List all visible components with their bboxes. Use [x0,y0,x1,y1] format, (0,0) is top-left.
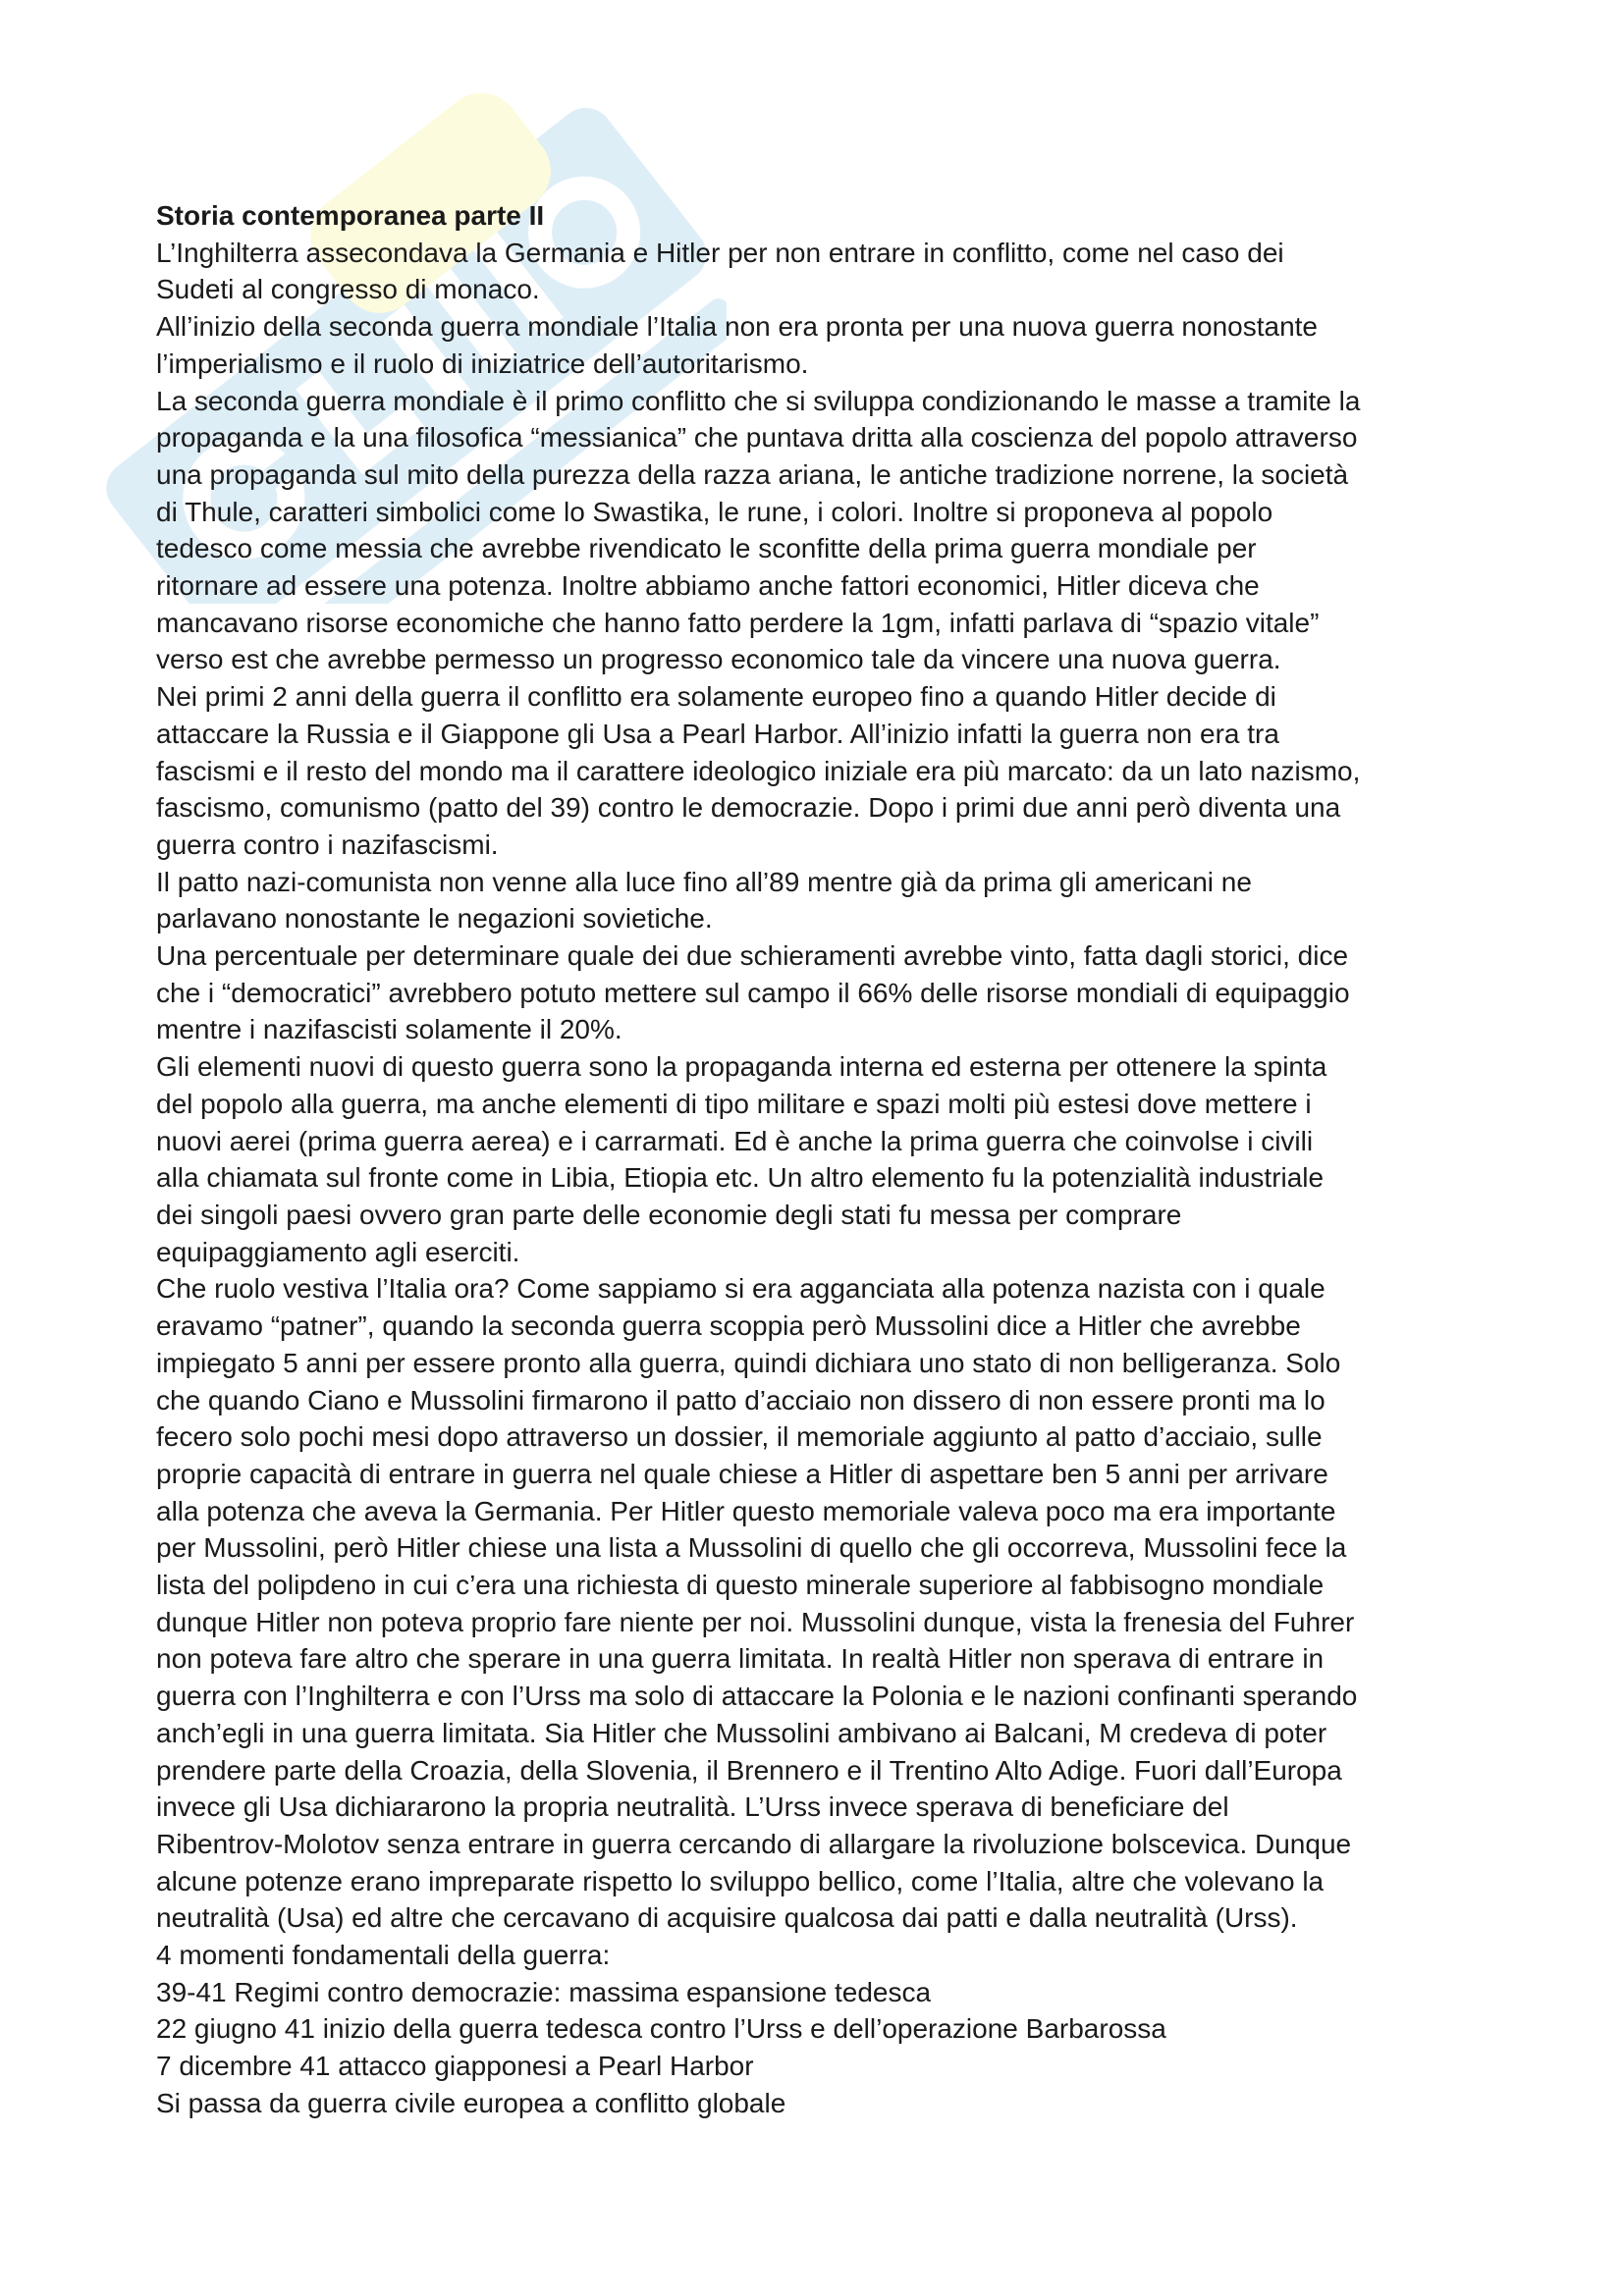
text-line: fascismo, comunismo (patto del 39) contro le democrazie. Dopo i primi due anni però diventa una [156,792,1341,824]
text-line: equipaggiamento agli eserciti. [156,1236,520,1267]
text-line: guerra con l’Inghilterra e con l’Urss ma solo di attaccare la Polonia e le nazioni confinanti sperando [156,1681,1358,1712]
text-line: Sudeti al congresso di monaco. [156,274,540,305]
text-line: lista del polipdeno in cui c’era una richiesta di questo minerale superiore al fabbisogno mondiale [156,1570,1325,1601]
text-line: alla potenza che aveva la Germania. Per Hitler questo memoriale valeva poco ma era importante [156,1495,1336,1526]
text-line: invece gli Usa dichiararono la propria neutralità. L’Urss invece sperava di beneficiare del [156,1791,1229,1823]
text-line: eravamo “patner”, quando la seconda guerra scoppia però Mussolini dice a Hitler che avrebbe [156,1310,1301,1342]
text-line: Che ruolo vestiva l’Italia ora? Come sappiamo si era agganciata alla potenza nazista con i quale [156,1273,1325,1305]
text-line: ritornare ad essere una potenza. Inoltre abbiamo anche fattori economici, Hitler diceva che [156,570,1260,602]
text-line: dunque Hitler non poteva proprio fare niente per noi. Mussolini dunque, vista la frenesia del Fuhrer [156,1606,1355,1637]
document-title: Storia contemporanea parte II [156,200,545,231]
text-line: 39-41 Regimi contro democrazie: massima espansione tedesca [156,1976,932,2007]
text-line: tedesco come messia che avrebbe rivendicato le sconfitte della prima guerra mondiale per [156,533,1257,564]
text-line: mancavano risorse economiche che hanno fatto perdere la 1gm, infatti parlava di “spazio vitale” [156,607,1320,638]
text-line: mentre i nazifascisti solamente il 20%. [156,1014,622,1045]
text-line: Ribentrov-Molotov senza entrare in guerra cercando di allargare la rivoluzione bolscevica. Dunque [156,1828,1352,1859]
text-line: guerra contro i nazifascismi. [156,828,499,860]
text-line: alla chiamata sul fronte come in Libia, Etiopia etc. Un altro elemento fu la potenzialità industriale [156,1162,1325,1194]
text-line: prendere parte della Croazia, della Slovenia, il Brennero e il Trentino Alto Adige. Fuori dall’Europa [156,1754,1342,1786]
text-line: alcune potenze erano impreparate rispetto lo sviluppo bellico, come l’Italia, altre che volevano la [156,1865,1325,1896]
text-line: proprie capacità di entrare in guerra nel quale chiese a Hitler di aspettare ben 5 anni per arrivare [156,1458,1328,1489]
text-line: L’Inghilterra assecondava la Germania e Hitler per non entrare in conflitto, come nel caso dei [156,237,1284,268]
text-line: l’imperialismo e il ruolo di iniziatrice dell’autoritarismo. [156,347,809,379]
text-line: fecero solo pochi mesi dopo attraverso un dossier, il memoriale aggiunto al patto d’acciaio, sulle [156,1421,1323,1453]
text-line: parlavano nonostante le negazioni sovietiche. [156,903,713,934]
document-body [156,197,1531,2122]
text-line: dei singoli paesi ovvero gran parte delle economie degli stati fu messa per comprare [156,1199,1182,1230]
text-line: verso est che avrebbe permesso un progresso economico tale da vincere una nuova guerra. [156,644,1281,675]
text-line: per Mussolini, però Hitler chiese una lista a Mussolini di quello che gli occorreva, Mussolini fece la [156,1532,1347,1564]
text-line: propaganda e la una filosofica “messianica” che puntava dritta alla coscienza del popolo attraverso [156,422,1358,454]
text-line: Nei primi 2 anni della guerra il conflitto era solamente europeo fino a quando Hitler decide di [156,681,1276,713]
text-line: che quando Ciano e Mussolini firmarono il patto d’acciaio non dissero di non essere pronti ma lo [156,1384,1325,1415]
text-line: Gli elementi nuovi di questo guerra sono la propaganda interna ed esterna per ottenere la spinta [156,1051,1327,1083]
text-line: impiegato 5 anni per essere pronto alla guerra, quindi dichiara uno stato di non belligeranza. Solo [156,1347,1341,1378]
text-line: Il patto nazi-comunista non venne alla luce fino all’89 mentre già da prima gli americani ne [156,866,1252,897]
text-line: fascismi e il resto del mondo ma il carattere ideologico iniziale era più marcato: da un lato nazismo, [156,755,1361,786]
text-line: che i “democratici” avrebbero potuto mettere sul campo il 66% delle risorse mondiali di equipaggio [156,977,1350,1008]
text-line: 22 giugno 41 inizio della guerra tedesca contro l’Urss e dell’operazione Barbarossa [156,2013,1166,2045]
text-line: neutralità (Usa) ed altre che cercavano di acquisire qualcosa dai patti e dalla neutralità (Urss). [156,1902,1298,1934]
text-line: di Thule, caratteri simbolici come lo Swastika, le rune, i colori. Inoltre si proponeva al popolo [156,496,1273,527]
text-line: una propaganda sul mito della purezza della razza ariana, le antiche tradizione norrene, la società [156,458,1349,490]
text-line: Si passa da guerra civile europea a conflitto globale [156,2087,786,2118]
text-line: anch’egli in una guerra limitata. Sia Hitler che Mussolini ambivano ai Balcani, M credeva di poter [156,1717,1327,1748]
text-line: La seconda guerra mondiale è il primo conflitto che si sviluppa condizionando le masse a tramite la [156,385,1361,416]
text-line: All’inizio della seconda guerra mondiale l’Italia non era pronta per una nuova guerra nonostante [156,311,1318,343]
text-line: attaccare la Russia e il Giappone gli Usa a Pearl Harbor. All’inizio infatti la guerra non era tra [156,718,1279,749]
text-line: nuovi aerei (prima guerra aerea) e i carrarmati. Ed è anche la prima guerra che coinvolse i civili [156,1125,1314,1156]
text-line: Una percentuale per determinare quale dei due schieramenti avrebbe vinto, fatta dagli storici, dice [156,940,1349,972]
text-line: del popolo alla guerra, ma anche elementi di tipo militare e spazi molti più estesi dove mettere i [156,1088,1312,1119]
text-line: 4 momenti fondamentali della guerra: [156,1940,611,1971]
text-line: non poteva fare altro che sperare in una guerra limitata. In realtà Hitler non sperava di entrare in [156,1643,1325,1675]
text-line: 7 dicembre 41 attacco giapponesi a Pearl Harbor [156,2051,754,2082]
